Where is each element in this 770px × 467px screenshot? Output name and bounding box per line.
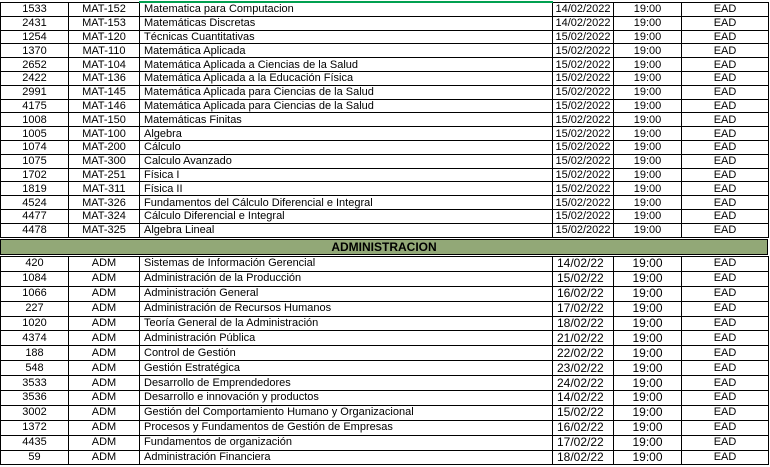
exam-time-cell: 19:00 <box>614 44 682 58</box>
modality-cell: EAD <box>682 127 769 141</box>
modality-cell: EAD <box>682 30 769 44</box>
course-name-cell: Administración Pública <box>140 331 553 346</box>
course-name-cell: Matemática Aplicada para Ciencias de la Salud <box>140 85 553 99</box>
course-code-cell: 3533 <box>1 376 69 391</box>
modality-cell: EAD <box>682 168 769 182</box>
course-name-cell: Algebra Lineal <box>140 223 553 237</box>
table-row <box>1 316 769 331</box>
course-name-cell: Teoría General de la Administración <box>140 316 553 331</box>
table-row <box>1 257 769 272</box>
exam-date-cell: 16/02/22 <box>553 420 614 435</box>
exam-date-cell: 15/02/2022 <box>553 44 614 58</box>
exam-time-cell: 19:00 <box>614 301 682 316</box>
subject-code-cell: ADM <box>69 435 140 450</box>
course-code-cell: 1075 <box>1 154 69 168</box>
subject-code-cell: MAT-152 <box>69 2 140 16</box>
course-code-cell: 1702 <box>1 168 69 182</box>
exam-date-cell: 15/02/2022 <box>553 209 614 223</box>
course-code-cell: 188 <box>1 346 69 361</box>
exam-date-cell: 18/02/22 <box>553 316 614 331</box>
exam-time-cell: 19:00 <box>614 346 682 361</box>
modality-cell: EAD <box>682 16 769 30</box>
subject-code-cell: MAT-100 <box>69 127 140 141</box>
table-row <box>1 140 769 154</box>
course-name-cell: Administración General <box>140 286 553 301</box>
exam-time-cell: 19:00 <box>614 140 682 154</box>
table-row <box>1 223 769 237</box>
subject-code-cell: MAT-150 <box>69 113 140 127</box>
administration-schedule-body <box>1 257 769 465</box>
modality-cell: EAD <box>682 316 769 331</box>
subject-code-cell: ADM <box>69 331 140 346</box>
course-name-cell: Matemática Aplicada <box>140 44 553 58</box>
modality-cell: EAD <box>682 99 769 113</box>
course-name-cell: Técnicas Cuantitativas <box>140 30 553 44</box>
course-name-cell: Matemáticas Discretas <box>140 16 553 30</box>
course-code-cell: 2991 <box>1 85 69 99</box>
subject-code-cell: MAT-200 <box>69 140 140 154</box>
exam-time-cell: 19:00 <box>614 154 682 168</box>
exam-date-cell: 24/02/22 <box>553 376 614 391</box>
exam-date-cell: 15/02/2022 <box>553 30 614 44</box>
exam-time-cell: 19:00 <box>614 257 682 272</box>
table-row <box>1 376 769 391</box>
modality-cell: EAD <box>682 346 769 361</box>
table-row <box>1 209 769 223</box>
table-row <box>1 301 769 316</box>
course-code-cell: 548 <box>1 361 69 376</box>
course-name-cell: Control de Gestión <box>140 346 553 361</box>
math-schedule-table <box>0 1 769 238</box>
course-name-cell: Administración de Recursos Humanos <box>140 301 553 316</box>
table-row <box>1 44 769 58</box>
exam-time-cell: 19:00 <box>614 223 682 237</box>
math-schedule-body <box>1 2 769 237</box>
modality-cell: EAD <box>682 182 769 196</box>
exam-time-cell: 19:00 <box>614 71 682 85</box>
course-name-cell: Administración de la Producción <box>140 271 553 286</box>
exam-time-cell: 19:00 <box>614 99 682 113</box>
exam-date-cell: 15/02/2022 <box>553 140 614 154</box>
exam-date-cell: 14/02/22 <box>553 391 614 406</box>
course-code-cell: 1533 <box>1 2 69 16</box>
modality-cell: EAD <box>682 58 769 72</box>
table-row <box>1 2 769 16</box>
course-code-cell: 4478 <box>1 223 69 237</box>
table-row <box>1 113 769 127</box>
subject-code-cell: ADM <box>69 271 140 286</box>
subject-code-cell: MAT-326 <box>69 196 140 210</box>
course-code-cell: 2422 <box>1 71 69 85</box>
modality-cell: EAD <box>682 223 769 237</box>
table-row <box>1 271 769 286</box>
subject-code-cell: MAT-145 <box>69 85 140 99</box>
course-name-cell: Matemática Aplicada para Ciencias de la Salud <box>140 99 553 113</box>
table-row <box>1 154 769 168</box>
exam-date-cell: 23/02/22 <box>553 361 614 376</box>
exam-date-cell: 15/02/22 <box>553 405 614 420</box>
course-name-cell: Calculo Avanzado <box>140 154 553 168</box>
modality-cell: EAD <box>682 435 769 450</box>
exam-time-cell: 19:00 <box>614 286 682 301</box>
table-row <box>1 331 769 346</box>
modality-cell: EAD <box>682 196 769 210</box>
course-name-cell: Cálculo Diferencial e Integral <box>140 209 553 223</box>
course-code-cell: 2431 <box>1 16 69 30</box>
course-code-cell: 3536 <box>1 391 69 406</box>
course-code-cell: 4175 <box>1 99 69 113</box>
exam-time-cell: 19:00 <box>614 168 682 182</box>
exam-time-cell: 19:00 <box>614 435 682 450</box>
course-name-cell: Cálculo <box>140 140 553 154</box>
course-code-cell: 1819 <box>1 182 69 196</box>
modality-cell: EAD <box>682 376 769 391</box>
course-name-cell: Fundamentos de organización <box>140 435 553 450</box>
exam-time-cell: 19:00 <box>614 196 682 210</box>
modality-cell: EAD <box>682 71 769 85</box>
subject-code-cell: MAT-251 <box>69 168 140 182</box>
exam-date-cell: 15/02/2022 <box>553 127 614 141</box>
exam-date-cell: 21/02/22 <box>553 331 614 346</box>
table-row <box>1 361 769 376</box>
course-name-cell: Algebra <box>140 127 553 141</box>
modality-cell: EAD <box>682 140 769 154</box>
subject-code-cell: MAT-311 <box>69 182 140 196</box>
exam-date-cell: 15/02/2022 <box>553 71 614 85</box>
modality-cell: EAD <box>682 44 769 58</box>
subject-code-cell: MAT-153 <box>69 16 140 30</box>
subject-code-cell: ADM <box>69 286 140 301</box>
course-code-cell: 4477 <box>1 209 69 223</box>
administration-schedule-table <box>0 256 769 465</box>
course-code-cell: 1370 <box>1 44 69 58</box>
modality-cell: EAD <box>682 209 769 223</box>
table-row <box>1 391 769 406</box>
course-code-cell: 1008 <box>1 113 69 127</box>
modality-cell: EAD <box>682 257 769 272</box>
modality-cell: EAD <box>682 391 769 406</box>
exam-time-cell: 19:00 <box>614 16 682 30</box>
exam-date-cell: 15/02/2022 <box>553 85 614 99</box>
exam-time-cell: 19:00 <box>614 271 682 286</box>
course-name-cell: Sistemas de Información Gerencial <box>140 257 553 272</box>
subject-code-cell: ADM <box>69 257 140 272</box>
course-code-cell: 3002 <box>1 405 69 420</box>
course-name-cell: Fundamentos del Cálculo Diferencial e Integral <box>140 196 553 210</box>
exam-date-cell: 14/02/2022 <box>553 16 614 30</box>
exam-time-cell: 19:00 <box>614 450 682 465</box>
table-row <box>1 450 769 465</box>
table-row <box>1 58 769 72</box>
course-name-cell: Procesos y Fundamentos de Gestión de Empresas <box>140 420 553 435</box>
table-row <box>1 85 769 99</box>
table-row <box>1 71 769 85</box>
table-row <box>1 346 769 361</box>
exam-date-cell: 15/02/2022 <box>553 58 614 72</box>
modality-cell: EAD <box>682 301 769 316</box>
exam-date-cell: 18/02/22 <box>553 450 614 465</box>
course-code-cell: 4524 <box>1 196 69 210</box>
subject-code-cell: MAT-146 <box>69 99 140 113</box>
course-name-cell: Física II <box>140 182 553 196</box>
subject-code-cell: ADM <box>69 376 140 391</box>
course-code-cell: 1005 <box>1 127 69 141</box>
exam-date-cell: 14/02/2022 <box>553 2 614 16</box>
course-code-cell: 4374 <box>1 331 69 346</box>
modality-cell: EAD <box>682 113 769 127</box>
course-code-cell: 1066 <box>1 286 69 301</box>
course-name-cell: Física I <box>140 168 553 182</box>
subject-code-cell: MAT-120 <box>69 30 140 44</box>
exam-date-cell: 15/02/2022 <box>553 154 614 168</box>
exam-time-cell: 19:00 <box>614 182 682 196</box>
subject-code-cell: ADM <box>69 361 140 376</box>
subject-code-cell: MAT-136 <box>69 71 140 85</box>
course-code-cell: 1254 <box>1 30 69 44</box>
table-row <box>1 168 769 182</box>
subject-code-cell: ADM <box>69 405 140 420</box>
course-code-cell: 420 <box>1 257 69 272</box>
exam-date-cell: 15/02/2022 <box>553 196 614 210</box>
exam-time-cell: 19:00 <box>614 391 682 406</box>
subject-code-cell: MAT-324 <box>69 209 140 223</box>
course-name-cell: Gestión Estratégica <box>140 361 553 376</box>
modality-cell: EAD <box>682 85 769 99</box>
course-name-cell: Matemática Aplicada a Ciencias de la Salud <box>140 58 553 72</box>
modality-cell: EAD <box>682 420 769 435</box>
course-name-cell: Desarrollo de Emprendedores <box>140 376 553 391</box>
modality-cell: EAD <box>682 331 769 346</box>
modality-cell: EAD <box>682 450 769 465</box>
course-code-cell: 2652 <box>1 58 69 72</box>
course-code-cell: 1020 <box>1 316 69 331</box>
modality-cell: EAD <box>682 271 769 286</box>
exam-date-cell: 16/02/22 <box>553 286 614 301</box>
exam-time-cell: 19:00 <box>614 376 682 391</box>
table-row <box>1 435 769 450</box>
exam-time-cell: 19:00 <box>614 113 682 127</box>
course-name-cell: Matemáticas Finitas <box>140 113 553 127</box>
exam-date-cell: 17/02/22 <box>553 301 614 316</box>
exam-date-cell: 22/02/22 <box>553 346 614 361</box>
table-row <box>1 16 769 30</box>
subject-code-cell: ADM <box>69 420 140 435</box>
subject-code-cell: ADM <box>69 301 140 316</box>
course-code-cell: 227 <box>1 301 69 316</box>
exam-time-cell: 19:00 <box>614 405 682 420</box>
exam-time-cell: 19:00 <box>614 85 682 99</box>
table-row <box>1 405 769 420</box>
exam-time-cell: 19:00 <box>614 316 682 331</box>
exam-time-cell: 19:00 <box>614 331 682 346</box>
exam-date-cell: 15/02/2022 <box>553 182 614 196</box>
table-row <box>1 286 769 301</box>
modality-cell: EAD <box>682 154 769 168</box>
subject-code-cell: MAT-110 <box>69 44 140 58</box>
table-row <box>1 99 769 113</box>
exam-date-cell: 15/02/2022 <box>553 99 614 113</box>
exam-date-cell: 15/02/2022 <box>553 113 614 127</box>
exam-date-cell: 15/02/2022 <box>553 168 614 182</box>
modality-cell: EAD <box>682 2 769 16</box>
course-name-cell: Gestión del Comportamiento Humano y Organizacional <box>140 405 553 420</box>
subject-code-cell: ADM <box>69 391 140 406</box>
exam-date-cell: 17/02/22 <box>553 435 614 450</box>
subject-code-cell: MAT-325 <box>69 223 140 237</box>
course-name-cell: Matemática Aplicada a la Educación Física <box>140 71 553 85</box>
exam-date-cell: 15/02/2022 <box>553 223 614 237</box>
subject-code-cell: ADM <box>69 346 140 361</box>
course-code-cell: 59 <box>1 450 69 465</box>
subject-code-cell: MAT-104 <box>69 58 140 72</box>
table-row <box>1 196 769 210</box>
course-code-cell: 1074 <box>1 140 69 154</box>
subject-code-cell: ADM <box>69 450 140 465</box>
course-name-cell: Matematica para Computacion <box>140 2 553 16</box>
table-row <box>1 30 769 44</box>
exam-time-cell: 19:00 <box>614 58 682 72</box>
table-row <box>1 420 769 435</box>
modality-cell: EAD <box>682 286 769 301</box>
exam-time-cell: 19:00 <box>614 361 682 376</box>
exam-time-cell: 19:00 <box>614 420 682 435</box>
section-header-administracion: ADMINISTRACION <box>0 239 768 255</box>
course-name-cell: Administración Financiera <box>140 450 553 465</box>
exam-date-cell: 15/02/22 <box>553 271 614 286</box>
modality-cell: EAD <box>682 361 769 376</box>
subject-code-cell: ADM <box>69 316 140 331</box>
table-row <box>1 182 769 196</box>
table-row <box>1 127 769 141</box>
course-code-cell: 1372 <box>1 420 69 435</box>
modality-cell: EAD <box>682 405 769 420</box>
course-code-cell: 1084 <box>1 271 69 286</box>
course-name-cell: Desarrollo e innovación y productos <box>140 391 553 406</box>
exam-date-cell: 14/02/22 <box>553 257 614 272</box>
exam-time-cell: 19:00 <box>614 209 682 223</box>
exam-time-cell: 19:00 <box>614 30 682 44</box>
exam-time-cell: 19:00 <box>614 127 682 141</box>
course-code-cell: 4435 <box>1 435 69 450</box>
exam-time-cell: 19:00 <box>614 2 682 16</box>
subject-code-cell: MAT-300 <box>69 154 140 168</box>
